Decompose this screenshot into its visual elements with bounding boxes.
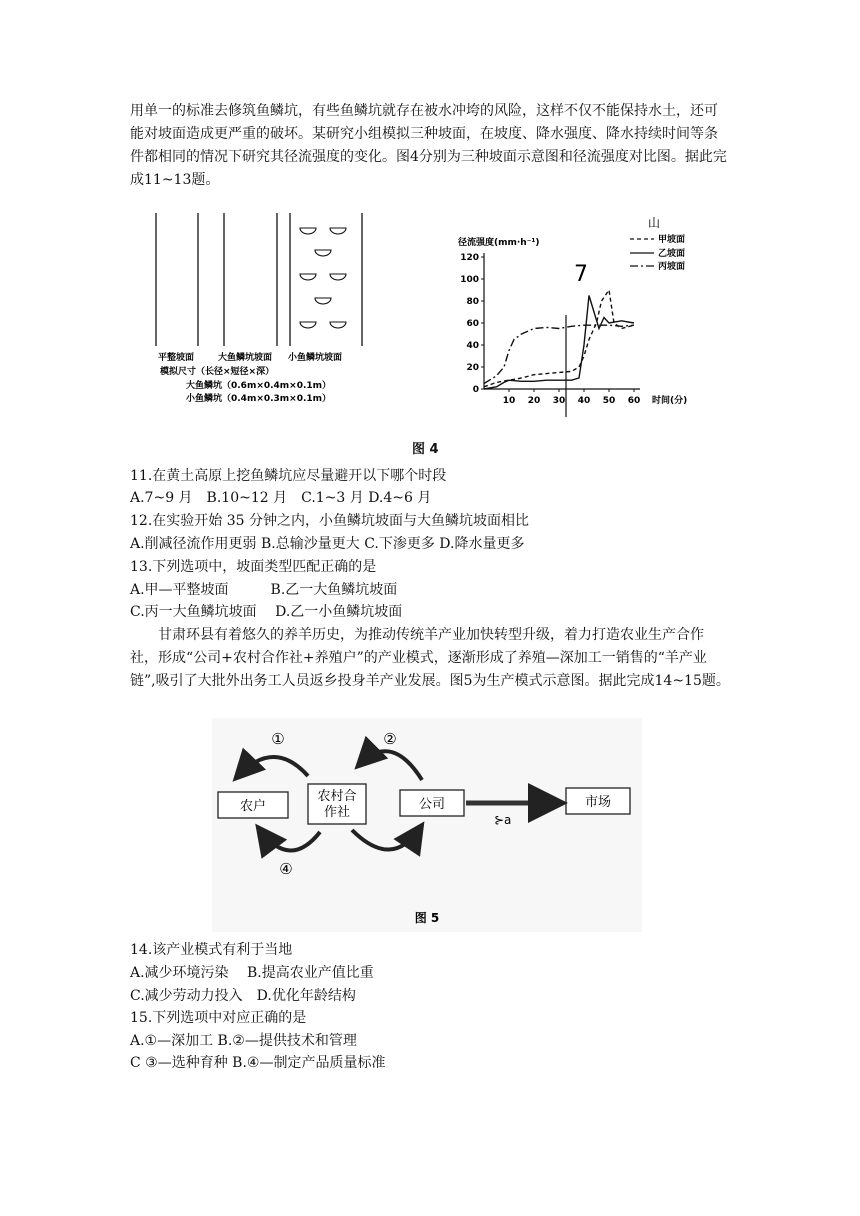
figure-4-caption: 图 4 <box>412 442 439 457</box>
question-15-options-ab: A.①—深加工 B.②—提供技术和管理 <box>130 1033 357 1049</box>
marker-4: ④ <box>279 860 293 878</box>
chart-legend <box>630 233 685 272</box>
series-line-jia <box>484 290 634 387</box>
box-farmer <box>218 792 288 818</box>
question-11-options: A.7~9 月 B.10~12 月 C.1~3 月 D.4~6 月 <box>130 490 432 506</box>
series-line-bing <box>484 325 634 383</box>
question-13-options-cd: C.丙一大鱼鳞坑坡面 D.乙一小鱼鳞坑坡面 <box>130 604 403 620</box>
y-tick-label: 60 <box>466 319 479 329</box>
runoff-intensity-chart <box>440 205 730 425</box>
x-tick-label: 60 <box>627 396 641 406</box>
question-14-options-ab: A.减少环境污染 B.提高农业产值比重 <box>130 965 374 981</box>
handwritten-scribble: ⊱a <box>494 813 512 827</box>
question-13-options-ab: A.甲—平整坡面 B.乙一大鱼鳞坑坡面 <box>130 582 398 598</box>
box-company <box>400 790 464 816</box>
marker-2: ② <box>383 730 397 748</box>
question-14-options-cd: C.减少劳动力投入 D.优化年龄结构 <box>130 988 356 1004</box>
sheep-paragraph: 甘肃环县有着悠久的养羊历史，为推动传统羊产业加快转型升级，着力打造农业生产合作社，形成“公司+农村合作社+养殖户”的产业模式，逐渐形成了养殖—深加工一销售的“羊产业链”,吸引了大批外出务工人员返乡投身羊产业发展。图5为生产模式示意图。据此完成14~15题。 <box>130 627 730 689</box>
question-14-stem: 14.该产业模式有利于当地 <box>130 942 293 958</box>
series-line-yi <box>484 296 634 390</box>
figure-5-caption: 图 5 <box>414 911 440 925</box>
slope-diagrams <box>140 208 370 408</box>
slope-label-small: 小鱼鳞坑坡面 <box>288 353 343 363</box>
legend-series-bing: 丙坡面 <box>658 262 686 272</box>
question-15-stem: 15.下列选项中对应正确的是 <box>130 1010 307 1026</box>
question-11-stem: 11.在黄土高原上挖鱼鳞坑应尽量避开以下哪个时段 <box>130 468 447 484</box>
x-axis-label: 时间(分) <box>652 396 688 406</box>
box-market <box>566 788 630 814</box>
question-13-stem: 13.下列选项中，坡面类型匹配正确的是 <box>130 559 377 575</box>
y-tick-label: 120 <box>460 253 479 263</box>
slope-label-flat: 平整坡面 <box>158 353 195 363</box>
x-tick-label: 30 <box>552 396 566 406</box>
y-tick-label: 0 <box>472 385 479 395</box>
x-tick-label: 20 <box>527 396 541 406</box>
marker-1: ① <box>271 730 285 748</box>
production-model-diagram <box>212 718 642 932</box>
y-tick-label: 40 <box>466 341 479 351</box>
legend-series-jia: 甲坡面 <box>658 235 686 245</box>
legend-top-mark: 山 <box>648 216 661 230</box>
legend-series-yi: 乙坡面 <box>658 249 686 259</box>
box-cooperative <box>308 784 366 824</box>
fish-scale-pits <box>300 228 346 328</box>
box-farmer-label: 农户 <box>239 799 267 814</box>
box-cooperative-label: 农村合作社 <box>317 789 357 820</box>
y-tick-label: 20 <box>466 363 479 373</box>
x-tick-label: 50 <box>602 396 616 406</box>
y-tick-label: 100 <box>460 275 479 285</box>
question-12-stem: 12.在实验开始 35 分钟之内，小鱼鳞坑坡面与大鱼鳞坑坡面相比 <box>130 513 529 529</box>
x-tick-label: 40 <box>577 396 591 406</box>
box-market-label: 市场 <box>584 795 612 810</box>
legend-line-1: 模拟尺寸（长径×短径×深） <box>160 367 275 377</box>
question-12-options: A.削减径流作用更弱 B.总输沙量更大 C.下渗更多 D.降水量更多 <box>130 536 525 552</box>
x-tick-label: 10 <box>502 396 516 406</box>
intro-paragraph: 用单一的标准去修筑鱼鳞坑，有些鱼鳞坑就存在被水冲垮的风险，这样不仅不能保持水土，还可能对坡面造成更严重的破坏。某研究小组模拟三种坡面，在坡度、降水强度、降水持续时间等条件都相同的情况下研究其径流强度的变化。图4分别为三种坡面示意图和径流强度对比图。据此完成11~13题。 <box>130 103 727 188</box>
slope-label-large: 大鱼鳞坑坡面 <box>218 353 273 363</box>
legend-line-3: 小鱼鳞坑（0.4m×0.3m×0.1m） <box>186 394 332 404</box>
handwritten-seven: 7 <box>574 262 588 287</box>
legend-line-2: 大鱼鳞坑（0.6m×0.4m×0.1m） <box>186 381 332 391</box>
box-company-label: 公司 <box>418 797 446 812</box>
question-15-options-cd: C ③—选种育种 B.④—制定产品质量标准 <box>130 1055 386 1071</box>
y-axis-label: 径流强度(mm·h⁻¹) <box>458 238 540 248</box>
y-tick-label: 80 <box>466 297 479 307</box>
